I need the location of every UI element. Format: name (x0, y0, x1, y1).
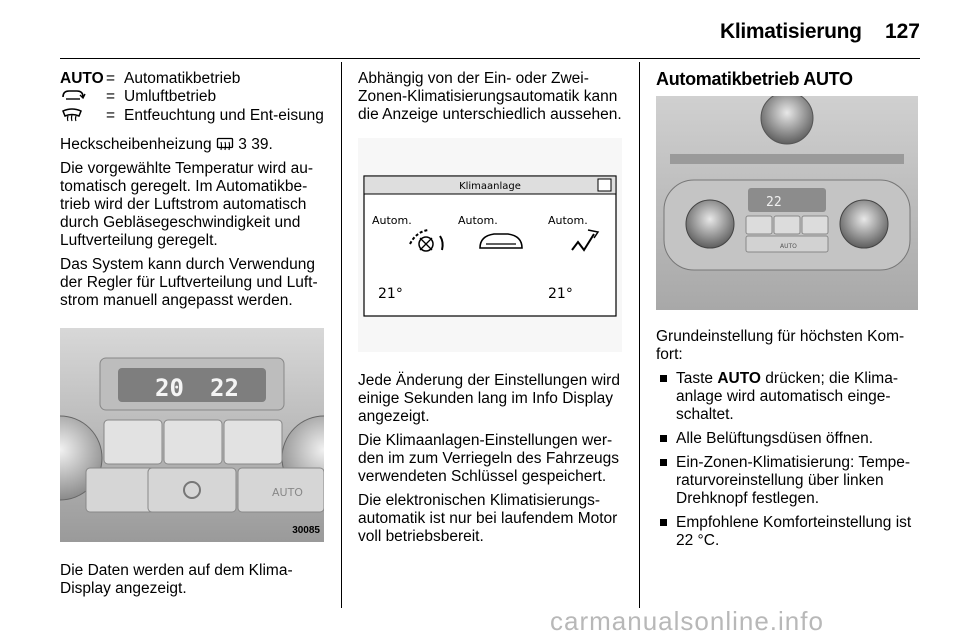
screen-title: Klimaanlage (459, 181, 521, 192)
display-temp-right: 22 (210, 374, 239, 402)
paragraph: Die elektronischen Klimatisierungsautomatik ist nur bei laufendem Motor voll betriebsbereit. (358, 492, 618, 545)
list-item-text: Empfohlene Komforteinstellung ist 22 °C. (676, 514, 912, 549)
header-rule (60, 58, 920, 59)
auto-button-label: AUTO (780, 243, 797, 250)
figure-number: 30085 (292, 525, 320, 536)
display-temp: 22 (766, 195, 782, 210)
section-heading: Automatikbetrieb AUTO (656, 69, 853, 89)
legend-text: Entfeuchtung und Ent-eisung (124, 107, 324, 124)
legend-equals: = (106, 88, 116, 105)
instruction-list (656, 370, 921, 550)
list-item-text: Ein-Zonen-Klimatisierung: Temperaturvoreinstellung über linken Drehknopf festlegen. (676, 454, 911, 507)
legend-equals: = (106, 70, 116, 87)
legend-equals: = (106, 107, 116, 124)
legend-symbol-auto: AUTO (60, 70, 104, 87)
watermark: carmanualsonline.info (550, 606, 824, 636)
list-item-text: Alle Belüftungsdüsen öffnen. (676, 430, 874, 447)
page-header-title: Klimatisierung (720, 20, 862, 43)
rear-window-heating-text (60, 136, 326, 154)
list-item-text: Taste (676, 370, 718, 387)
screen-temp-left: 21° (378, 286, 403, 302)
legend-text: Automatikbetrieb (124, 70, 241, 87)
climate-control-photo (656, 96, 918, 310)
screen-temp-right: 21° (548, 286, 573, 302)
climate-panel-illustration (60, 328, 324, 542)
info-display-illustration (358, 138, 622, 352)
legend-row-dehumidify (60, 107, 324, 128)
paragraph: Das System kann durch Verwendung der Regler für Luftverteilung und Luftstrom manuell angepasst werden. (60, 256, 318, 309)
list-item (656, 370, 921, 424)
bullet-icon (660, 375, 667, 382)
rear-window-heating-label: Heckscheibenheizung (60, 136, 212, 153)
climate-control-illustration (656, 96, 918, 310)
bullet-icon (660, 459, 667, 466)
bullet-icon (660, 435, 667, 442)
page-number: 127 (884, 20, 920, 43)
bullet-icon (660, 519, 667, 526)
list-item (656, 514, 921, 550)
paragraph: Jede Änderung der Einstellungen wird einige Sekunden lang im Info Display angezeigt. (358, 372, 620, 425)
climate-panel-photo (60, 328, 324, 542)
column-2 (358, 70, 624, 552)
paragraph: Abhängig von der Ein- oder Zwei-Zonen-Klimatisierungsautomatik kann die Anzeige unterschiedlich aussehen. (358, 70, 622, 123)
display-temp-left: 20 (155, 374, 184, 402)
symbol-legend (60, 70, 324, 128)
rear-window-heating-icon (216, 137, 234, 152)
page-reference: 3 39. (238, 136, 273, 153)
list-item (656, 430, 921, 448)
column-1 (60, 70, 326, 604)
paragraph: Die Klimaanlagen-Einstellungen werden im zum Verriegeln des Fahrzeugs verwendeten Schlüssel gespeichert. (358, 432, 620, 485)
paragraph: Die Daten werden auf dem Klima-Display angezeigt. (60, 562, 293, 597)
info-display-screen (358, 138, 622, 352)
list-item-text: drücken; die Klimaanlage wird automatisch eingeschaltet. (676, 370, 898, 423)
column-3 (656, 70, 921, 556)
legend-row-auto (60, 70, 324, 88)
list-item (656, 454, 921, 508)
auto-button-label: AUTO (272, 486, 303, 499)
recirculation-icon (60, 88, 86, 102)
screen-label-center: Autom. (458, 214, 498, 227)
column-divider-2 (639, 62, 640, 608)
dehumidify-icon (60, 107, 84, 123)
list-item-bold: AUTO (717, 370, 761, 387)
screen-label-left: Autom. (372, 214, 412, 227)
legend-text: Umluftbetrieb (124, 88, 217, 105)
paragraph: Die vorgewählte Temperatur wird automatisch geregelt. Im Automatikbetrieb wird der Luftstrom automatisch durch Gebläsegeschwindigkeit und Luftverteilung geregelt. (60, 160, 314, 249)
screen-label-right: Autom. (548, 214, 588, 227)
legend-row-recirculation (60, 88, 324, 107)
paragraph: Grundeinstellung für höchsten Komfort: (656, 328, 905, 363)
column-divider-1 (341, 62, 342, 608)
